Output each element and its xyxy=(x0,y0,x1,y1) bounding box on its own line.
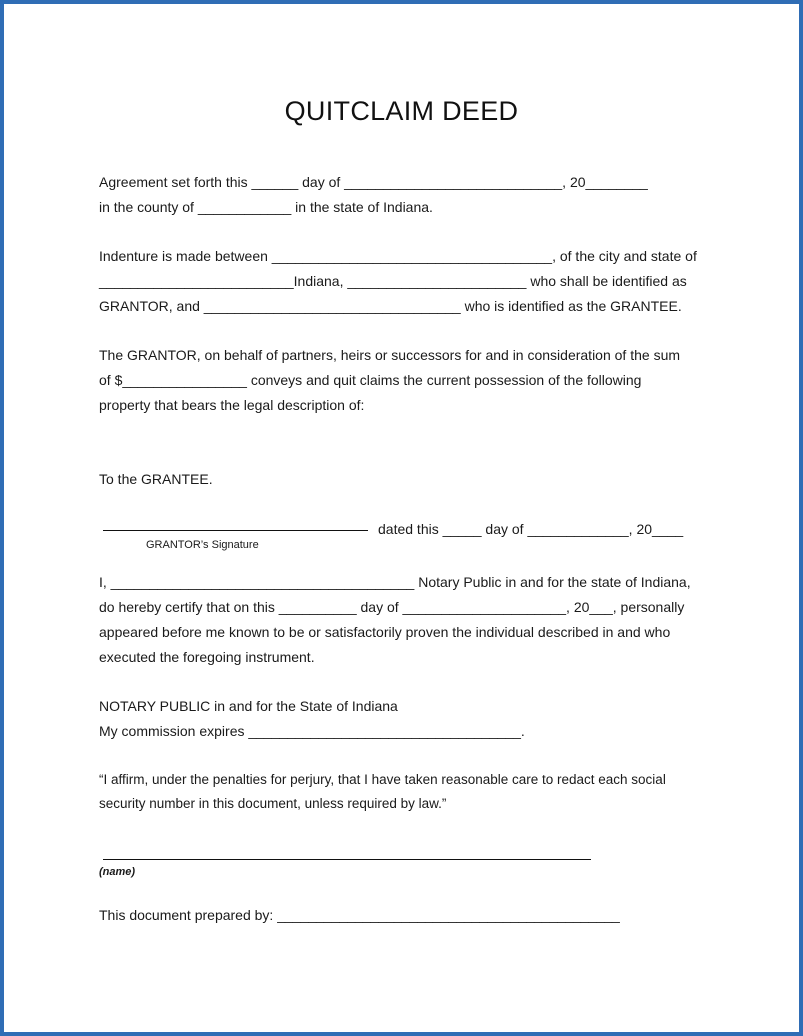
notary-public-line-1: NOTARY PUBLIC in and for the State of Indiana xyxy=(99,698,398,714)
document-title: QUITCLAIM DEED xyxy=(284,96,519,126)
grantor-dated-text: dated this _____ day of _____________, 20____ xyxy=(378,521,684,537)
name-label: (name) xyxy=(99,866,136,878)
affirmation-line-1: “I affirm, under the penalties for perjury, that I have taken reasonable care to redact each social xyxy=(99,772,666,787)
notary-clause-line-2: do hereby certify that on this __________ day of _____________________, 20___, personally xyxy=(99,599,685,615)
notary-clause-line-3: appeared before me known to be or satisfactorily proven the individual described in and who xyxy=(99,624,671,640)
to-grantee-text: To the GRANTEE. xyxy=(99,471,213,487)
grantor-clause-line-1: The GRANTOR, on behalf of partners, heirs or successors for and in consideration of the sum xyxy=(99,347,681,363)
indenture-line-2: _________________________Indiana, _______________________ who shall be identified as xyxy=(99,273,687,289)
grantor-signature-line xyxy=(103,530,368,531)
name-signature-line xyxy=(103,859,591,860)
prepared-by-line: This document prepared by: ____________________________________________ xyxy=(99,907,620,923)
grantor-signature-label: GRANTOR’s Signature xyxy=(146,539,259,551)
indenture-line-3: GRANTOR, and _________________________________ who is identified as the GRANTEE. xyxy=(99,298,682,314)
indenture-line-1: Indenture is made between ____________________________________, of the city and state of xyxy=(99,248,697,264)
notary-clause-line-1: I, _______________________________________ Notary Public in and for the state of Indiana, xyxy=(99,574,691,590)
notary-public-line-2: My commission expires ___________________________________. xyxy=(99,723,525,739)
agreement-line-1: Agreement set forth this ______ day of ____________________________, 20________ xyxy=(99,174,648,190)
grantor-clause-line-2: of $________________ conveys and quit claims the current possession of the following xyxy=(99,372,642,388)
notary-clause-line-4: executed the foregoing instrument. xyxy=(99,649,315,665)
agreement-line-2: in the county of ____________ in the state of Indiana. xyxy=(99,199,433,215)
grantor-clause-line-3: property that bears the legal description of: xyxy=(99,397,365,413)
affirmation-line-2: security number in this document, unless required by law.” xyxy=(99,796,447,811)
